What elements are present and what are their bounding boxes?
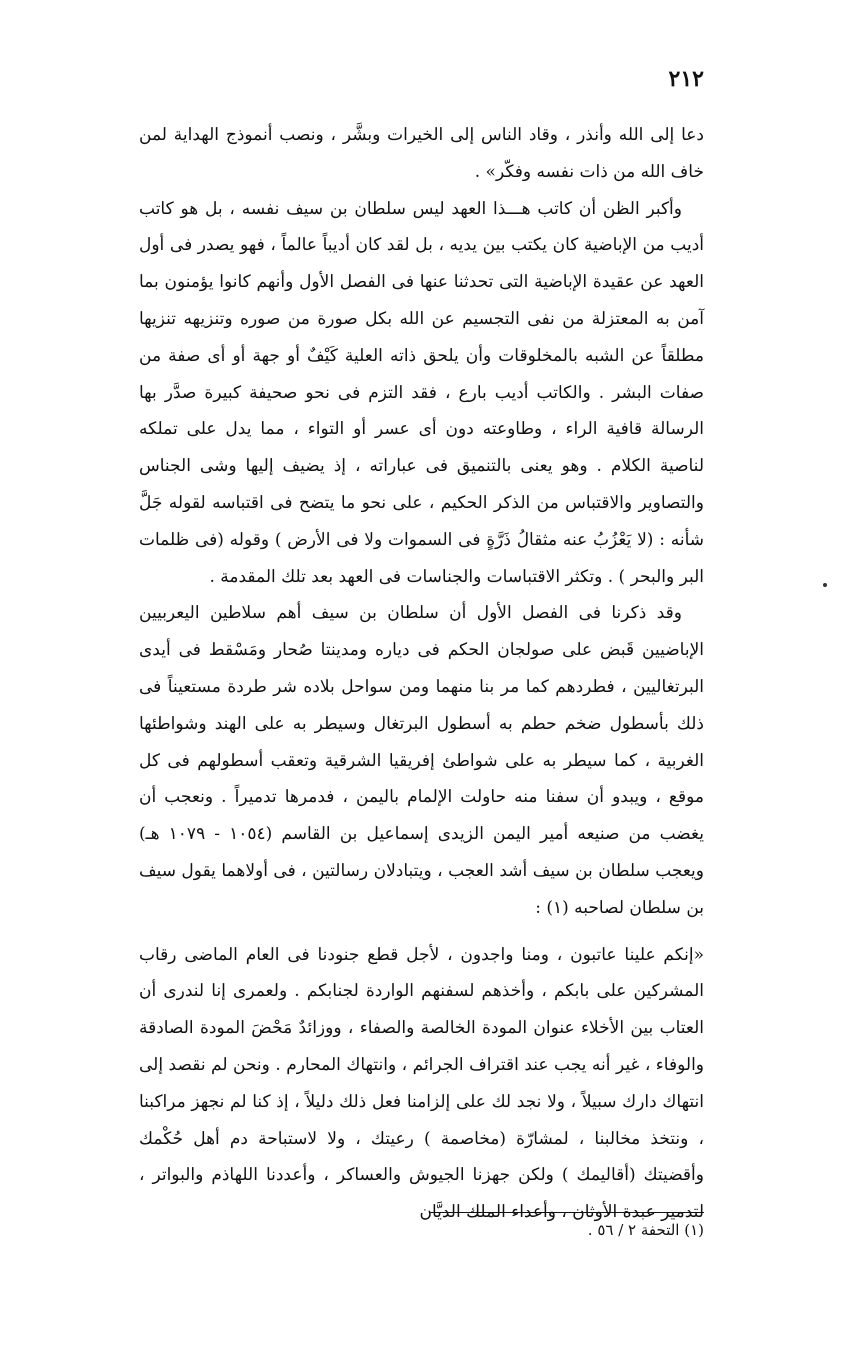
body-text [139,117,704,1231]
footnote: (١) التحفة ٢ / ٥٦ . [587,1221,704,1239]
paragraph-2: وأكبر الظن أن كاتب هـــذا العهد ليس سلطان بن سيف نفسه ، بل هو كاتب أديب من الإباضية كان يكتب بين يديه ، بل لقد كان أديباً عالماً ، فهو يصدر فى أول العهد عن عقيدة الإباضية التى تحدثنا عنها فى الفصل الأول وأنهم كانوا يؤمنون بما آمن به المعتزلة من نفى التجسيم عن الله بكل صورة من صوره وتنزيهه تنزيها مطلقاً عن الشبه بالمخلوقات وأن يلحق ذاته العلية كَيْفٌ أو جهة أو أى صفة من صفات البشر . والكاتب أديب بارع ، فقد التزم فى نحو صحيفة كبيرة صدَّر بها الرسالة قافية الراء ، وطاوعته دون أى عسر أو التواء ، مما يدل على تملكه لناصية الكلام . وهو يعنى بالتنميق فى عباراته ، إذ يضيف إليها وشى الجناس والتصاوير والاقتباس من الذكر الحكيم ، على نحو ما يتضح فى اقتباسه لقوله جَلَّ شأنه : (لا يَعْزُبُ عنه مثقالُ ذَرَّةٍ فى السموات ولا فى الأرض ) وقوله (فى ظلمات البر والبحر ) . وتكثر الاقتباسات والجناسات فى العهد بعد تلك المقدمة . [139,198,704,587]
scan-speck [823,583,827,587]
paragraph-3: وقد ذكرنا فى الفصل الأول أن سلطان بن سيف أهم سلاطين اليعربيين الإباضيين قَبض على صولجان الحكم فى دياره ومدينتا صُحار ومَسْقط فى أيدى البرتغاليين ، فطردهم كما مر بنا منهما ومن سواحل بلاده شر طردة مستعيناً فى ذلك بأسطول ضخم حطم به أسطول البرتغال وسيطر به على الهند وشواطئها الغربية ، كما سيطر به على شواطئ إفريقيا الشرقية وتعقب أسطولهم فى كل موقع ، ويبدو أن سفنا منه حاولت الإلمام باليمن ، فدمرها تدميراً . ونعجب أن يغضب من صنيعه أمير اليمن الزيدى إسماعيل بن القاسم (١٠٥٤ - ١٠٧٩ هـ) ويعجب سلطان بن سيف أشد العجب ، ويتبادلان رسالتين ، فى أولاهما يقول سيف بن سلطان لصاحبه (١) : [139,603,704,918]
footnote-divider [429,1212,704,1213]
paragraph-1: دعا إلى الله وأنذر ، وقاد الناس إلى الخيرات وبشَّر ، ونصب أنموذج الهداية لمن خاف الله من ذات نفسه وفكّر» . [139,125,704,182]
page-number: ٢١٢ [668,66,704,92]
paragraph-4-quotation: «إنكم علينا عاتبون ، ومنا واجدون ، لأجل قطع جنودنا فى العام الماضى رقاب المشركين على بابكم ، وأخذهم لسفنهم الواردة لجنابكم . ولعمرى إنا لندرى أن العتاب بين الأخلاء عنوان المودة الخالصة والصفاء ، ووزائدٌ مَحْضَ المودة الصادقة والوفاء ، غير أنه يجب عند اقتراف الجرائم ، وانتهاك المحارم . ونحن لم نقصد إلى انتهاك دارك سبيلاً ، ولا نجد لك على إلزامنا فعل ذلك دليلاً ، إذ كنا لم نجهز مراكبنا ، ونتخذ مخالبنا ، لمشارّة (مخاصمة ) رعيتك ، ولا لاستباحة دم أهل حُكْمك وأقضيتك (أقاليمك ) ولكن جهزنا الجيوش والعساكر ، وأعددنا اللهاذم والبواتر ، لتدمير عبدة الأوثان ، وأعداء الملك الديَّان [139,944,704,1223]
